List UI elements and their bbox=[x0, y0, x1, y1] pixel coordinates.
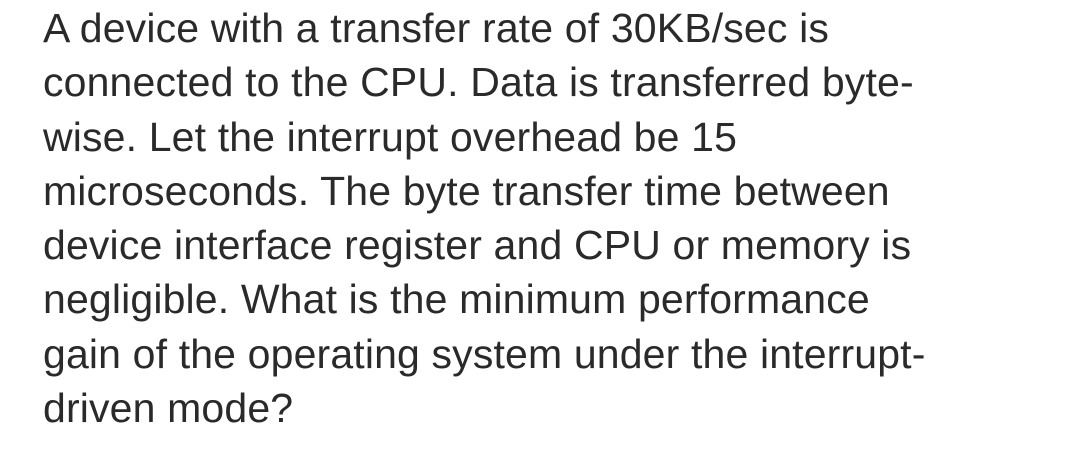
question-line: device interface register and CPU or memory is bbox=[43, 222, 912, 269]
question-line: A device with a transfer rate of 30KB/sec is bbox=[43, 5, 829, 51]
question-line: wise. Let the interrupt overhead be 15 bbox=[43, 113, 738, 160]
question-line: negligible. What is the minimum performance bbox=[43, 276, 870, 323]
question-line: microseconds. The byte transfer time between bbox=[43, 167, 890, 214]
question-text bbox=[43, 1, 1063, 435]
question-line: gain of the operating system under the interrupt- bbox=[43, 330, 926, 377]
question-line: driven mode? bbox=[43, 385, 294, 432]
question-line: connected to the CPU. Data is transferred byte- bbox=[43, 59, 914, 106]
